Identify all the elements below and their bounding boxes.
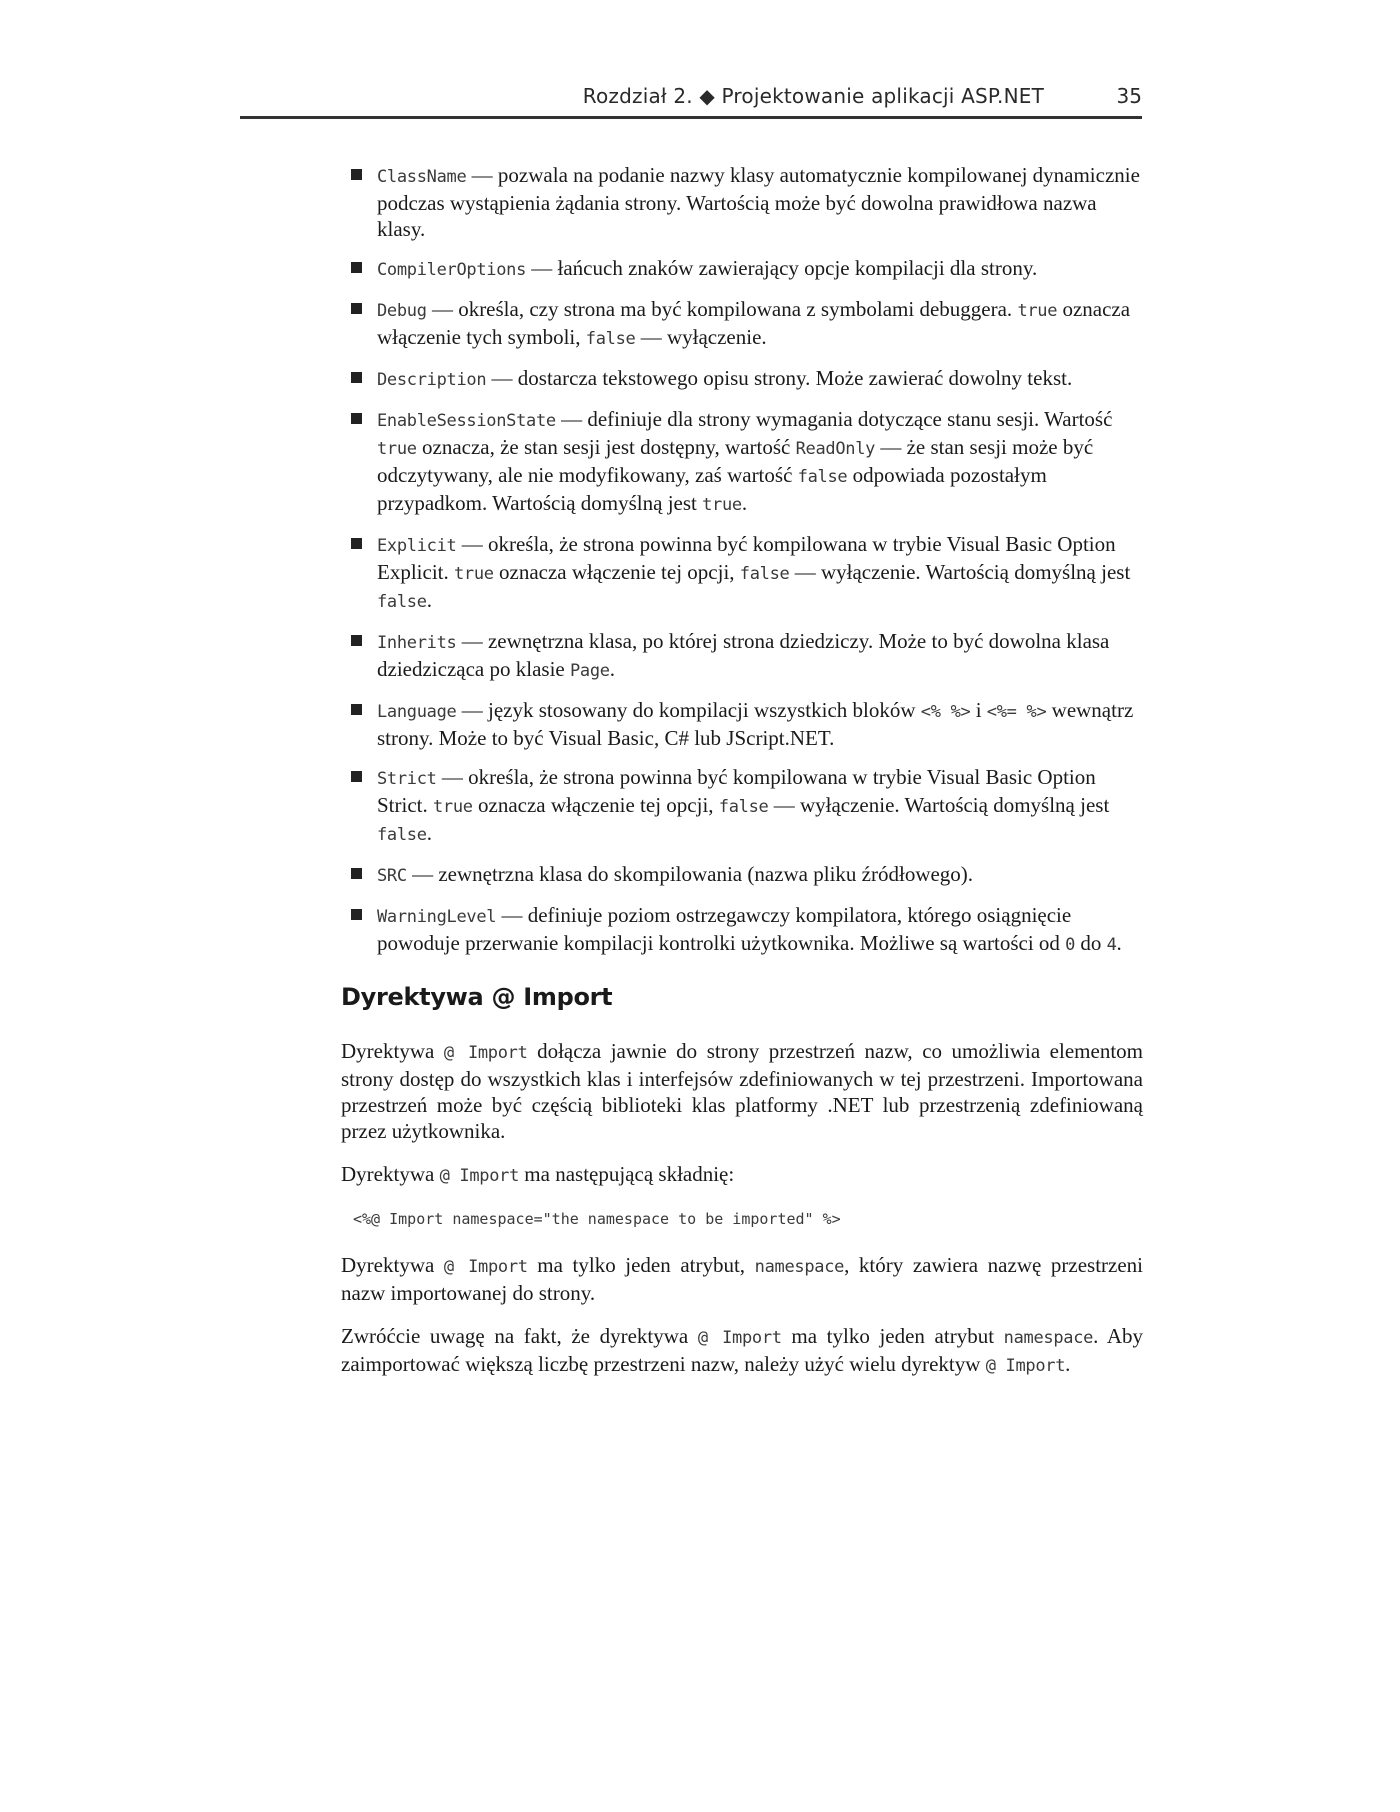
code-literal: true: [702, 495, 742, 515]
attribute-name: Debug: [377, 301, 427, 321]
paragraph-text: dołącza jawnie do strony przestrzeń nazw, co umożliwia elementom strony dostęp do wszystkich klas i interfejsów zdefiniowanych w tej przestrzeni. Importowana przestrzeń może być częścią biblioteki klas platformy .NET lub przestrzenią zdefiniowaną przez użytkownika.: [341, 1039, 1143, 1143]
list-item: [341, 764, 1143, 848]
description-text: i: [970, 698, 987, 722]
square-bullet-icon: [351, 538, 362, 549]
attribute-name: SRC: [377, 866, 407, 886]
dash-separator: —: [456, 532, 488, 556]
page-body: [341, 162, 1143, 1396]
list-item: [341, 531, 1143, 615]
description-text: definiuje dla strony wymagania dotyczące stanu sesji. Wartość: [587, 407, 1113, 431]
paragraph: [341, 1252, 1143, 1306]
square-bullet-icon: [351, 635, 362, 646]
square-bullet-icon: [351, 704, 362, 715]
paragraph-text: Dyrektywa: [341, 1039, 444, 1063]
paragraph-text: .: [1065, 1352, 1071, 1376]
dash-separator: —: [486, 366, 518, 390]
attribute-description: łańcuch znaków zawierający opcje kompilacji dla strony.: [557, 256, 1038, 280]
description-text: określa, że strona powinna być kompilowana w trybie Visual Basic Option Strict.: [377, 765, 1096, 817]
code-literal: false: [377, 825, 427, 845]
description-text: — wyłączenie.: [635, 325, 767, 349]
description-text: .: [426, 821, 432, 845]
attribute-name: Strict: [377, 769, 437, 789]
page-number: 35: [1116, 84, 1142, 108]
square-bullet-icon: [351, 771, 362, 782]
code-literal: true: [433, 797, 473, 817]
description-text: .: [609, 657, 615, 681]
attribute-name: Description: [377, 370, 487, 390]
square-bullet-icon: [351, 413, 362, 424]
code-literal: 0: [1065, 935, 1076, 955]
attribute-name: ClassName: [377, 167, 467, 187]
attribute-name: Inherits: [377, 633, 457, 653]
paragraph: [341, 1323, 1143, 1379]
chapter-title: Rozdział 2. ◆ Projektowanie aplikacji ASP.NET: [582, 84, 1044, 108]
square-bullet-icon: [351, 169, 362, 180]
attribute-list: [341, 162, 1143, 958]
list-item: [341, 162, 1143, 242]
list-item: [341, 255, 1143, 283]
list-item: [341, 406, 1143, 518]
list-item: [341, 902, 1143, 958]
attribute-description: zewnętrzna klasa do skompilowania (nazwa pliku źródłowego).: [438, 862, 974, 886]
code-literal: namespace: [754, 1257, 845, 1277]
attribute-name: CompilerOptions: [377, 260, 527, 280]
paragraph-text: ma tylko jeden atrybut,: [527, 1253, 755, 1277]
dash-separator: —: [496, 903, 528, 927]
list-item: [341, 628, 1143, 684]
code-literal: false: [797, 467, 848, 487]
paragraph: [341, 1038, 1143, 1144]
code-literal: namespace: [1003, 1328, 1094, 1348]
code-literal: <%= %>: [986, 702, 1047, 722]
list-item: [341, 296, 1143, 352]
description-text: oznacza włączenie tych symboli,: [377, 297, 1131, 349]
code-sample: <%@ Import namespace="the namespace to be imported" %>: [353, 1210, 841, 1228]
code-literal: true: [377, 439, 417, 459]
square-bullet-icon: [351, 372, 362, 383]
list-item: [341, 365, 1143, 393]
paragraph-text: Dyrektywa: [341, 1162, 440, 1186]
square-bullet-icon: [351, 303, 362, 314]
description-text: oznacza włączenie tej opcji,: [472, 793, 719, 817]
dash-separator: —: [456, 629, 488, 653]
dash-separator: —: [406, 862, 439, 886]
list-item: [341, 697, 1143, 751]
attribute-name: EnableSessionState: [377, 411, 556, 431]
description-text: definiuje poziom ostrzegawczy kompilatora, którego osiągnięcie powoduje przerwanie kompilacji kontrolki użytkownika. Możliwe są wartości od: [377, 903, 1072, 955]
running-header: [240, 80, 1142, 119]
code-literal: ReadOnly: [795, 439, 876, 459]
dash-separator: —: [436, 765, 469, 789]
code-literal: true: [1017, 301, 1058, 321]
paragraph-text: . Aby zaimportować większą liczbę przestrzeni nazw, należy użyć wielu dyrektyw: [341, 1324, 1143, 1376]
dash-separator: —: [426, 297, 459, 321]
code-literal: <% %>: [920, 702, 971, 722]
code-literal: Page: [569, 661, 610, 681]
code-literal: false: [377, 592, 427, 612]
dash-separator: —: [466, 163, 498, 187]
code-literal: @ Import: [985, 1356, 1066, 1376]
code-literal: false: [585, 329, 636, 349]
description-text: — że stan sesji może być odczytywany, ale nie modyfikowany, zaś wartość: [377, 435, 1094, 487]
description-text: zewnętrzna klasa, po której strona dziedziczy. Może to być dowolna klasa dziedzicząca po klasie: [377, 629, 1110, 681]
paragraph-text: , który zawiera nazwę przestrzeni nazw importowanej do strony.: [341, 1253, 1143, 1305]
description-text: język stosowany do kompilacji wszystkich bloków: [487, 698, 921, 722]
code-literal: false: [718, 797, 769, 817]
code-literal: false: [739, 564, 790, 584]
attribute-description: dostarcza tekstowego opisu strony. Może zawierać dowolny tekst.: [517, 366, 1073, 390]
code-literal: @ Import: [443, 1257, 528, 1277]
paragraph-text: Zwróćcie uwagę na fakt, że dyrektywa: [341, 1324, 698, 1348]
dash-separator: —: [456, 698, 488, 722]
description-text: określa, czy strona ma być kompilowana z symbolami debuggera.: [458, 297, 1018, 321]
paragraph-text: ma następującą składnię:: [519, 1162, 735, 1186]
attribute-name: Explicit: [377, 536, 457, 556]
square-bullet-icon: [351, 262, 362, 273]
code-literal: 4: [1106, 935, 1117, 955]
description-text: oznacza, że stan sesji jest dostępny, wartość: [416, 435, 796, 459]
description-text: — wyłączenie. Wartością domyślną jest: [789, 560, 1131, 584]
attribute-description: pozwala na podanie nazwy klasy automatycznie kompilowanej dynamicznie podczas wystąpienia żądania strony. Wartością może być dowolna prawidłowa nazwa klasy.: [377, 163, 1140, 241]
code-literal: @ Import: [443, 1043, 528, 1063]
code-literal: @ Import: [439, 1166, 520, 1186]
description-text: .: [426, 588, 432, 612]
section-heading: Dyrektywa @ Import: [341, 983, 613, 1011]
description-text: .: [741, 491, 748, 515]
square-bullet-icon: [351, 868, 362, 879]
attribute-name: Language: [377, 702, 457, 722]
description-text: odpowiada pozostałym przypadkom. Wartością domyślną jest: [377, 463, 1047, 515]
attribute-name: WarningLevel: [377, 907, 497, 927]
paragraph-text: Dyrektywa: [341, 1253, 444, 1277]
paragraph: [341, 1161, 1143, 1189]
description-text: wewnątrz strony. Może to być Visual Basic, C# lub JScript.NET.: [377, 698, 1134, 750]
paragraph-text: ma tylko jeden atrybut: [781, 1324, 1004, 1348]
description-text: — wyłączenie. Wartością domyślną jest: [768, 793, 1110, 817]
code-literal: @ Import: [697, 1328, 782, 1348]
dash-separator: —: [555, 407, 588, 431]
code-literal: true: [454, 564, 494, 584]
description-text: oznacza włączenie tej opcji,: [493, 560, 740, 584]
square-bullet-icon: [351, 909, 362, 920]
dash-separator: —: [526, 256, 558, 280]
description-text: określa, że strona powinna być kompilowana w trybie Visual Basic Option Explicit.: [377, 532, 1116, 584]
list-item: [341, 861, 1143, 889]
description-text: .: [1116, 931, 1122, 955]
description-text: do: [1075, 931, 1107, 955]
